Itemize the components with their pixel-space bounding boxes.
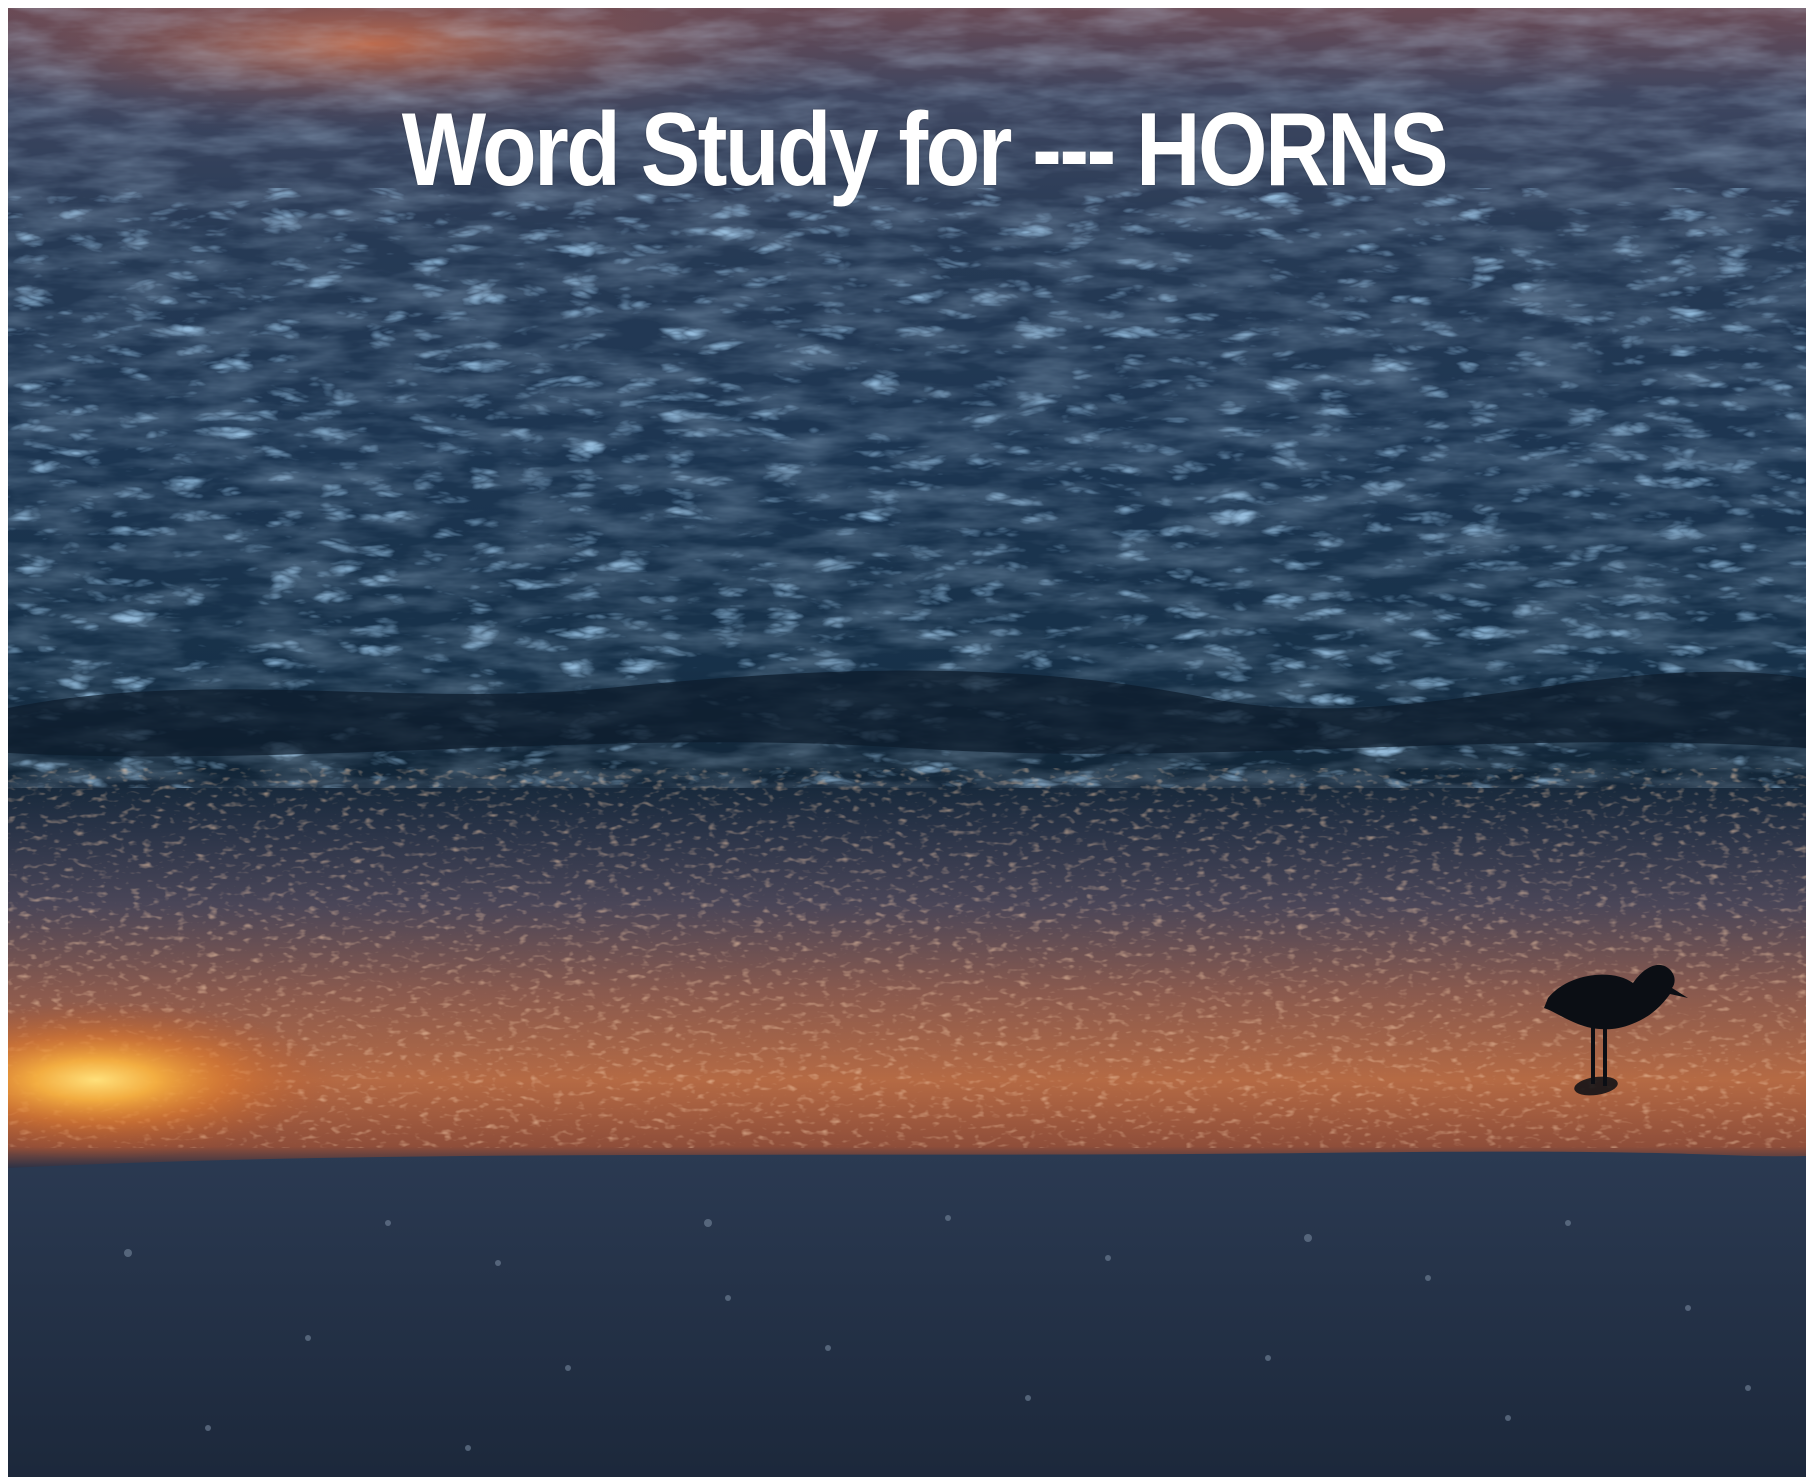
- page-title: Word Study for --- HORNS: [401, 92, 1447, 208]
- beach-sunset-photo: [8, 8, 1806, 1477]
- beach-scene: [8, 8, 1806, 1477]
